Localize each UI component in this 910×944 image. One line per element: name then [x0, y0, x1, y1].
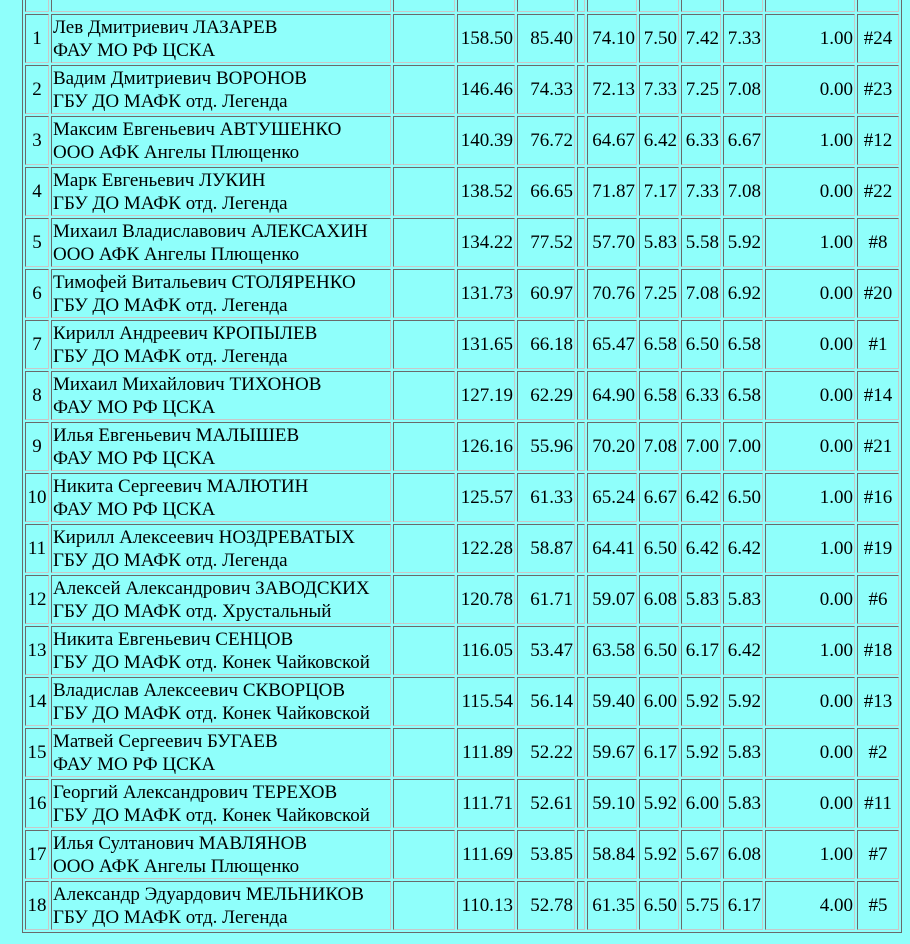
element-score-cell: 62.29: [517, 371, 575, 420]
element-score-cell: 53.85: [517, 830, 575, 879]
component-3-cell: 7.00: [723, 422, 763, 471]
start-number-cell: #13: [857, 677, 899, 726]
place-cell: 4: [25, 167, 49, 216]
component-score-cell: 74.10: [587, 14, 637, 63]
deductions-cell: 1.00: [765, 218, 855, 267]
component-3-cell: 6.58: [723, 371, 763, 420]
start-number-cell: #2: [857, 728, 899, 777]
component-3-cell: 5.83: [723, 779, 763, 828]
component-1-cell: 7.17: [639, 167, 679, 216]
spacer-cell: [577, 218, 585, 267]
component-3-cell: 6.08: [723, 830, 763, 879]
skater-name: Вадим Дмитриевич ВОРОНОВ: [53, 67, 307, 89]
total-score-cell: 125.57: [457, 473, 515, 522]
table-row: [25, 269, 899, 318]
skater-name: Алексей Александрович ЗАВОДСКИХ: [53, 577, 370, 599]
element-score-cell: 56.14: [517, 677, 575, 726]
component-2-cell: 7.25: [681, 65, 721, 114]
start-number-cell: #16: [857, 473, 899, 522]
empty-cell: [393, 677, 455, 726]
component-2-cell: 5.92: [681, 728, 721, 777]
deductions-cell: 1.00: [765, 116, 855, 165]
start-number-cell: #1: [857, 320, 899, 369]
component-2-cell: 7.00: [681, 422, 721, 471]
spacer-cell: [577, 830, 585, 879]
table-row: [25, 218, 899, 267]
skater-name: Михаил Владиславович АЛЕКСАХИН: [53, 220, 368, 242]
component-3-cell: 6.67: [723, 116, 763, 165]
component-1-cell: 6.58: [639, 371, 679, 420]
component-score-cell: 64.67: [587, 116, 637, 165]
start-number-cell: #5: [857, 881, 899, 930]
component-score-cell: 59.07: [587, 575, 637, 624]
empty-cell: [393, 65, 455, 114]
skater-cell: [51, 830, 391, 879]
start-number-cell: #21: [857, 422, 899, 471]
place-cell: 18: [25, 881, 49, 930]
header-cell-components: [587, 0, 637, 12]
skater-name: Марк Евгеньевич ЛУКИН: [53, 169, 266, 191]
component-score-cell: 64.90: [587, 371, 637, 420]
component-3-cell: 6.50: [723, 473, 763, 522]
skater-cell: [51, 575, 391, 624]
place-cell: 5: [25, 218, 49, 267]
spacer-cell: [577, 371, 585, 420]
skater-name: Кирилл Андреевич КРОПЫЛЕВ: [53, 322, 318, 344]
deductions-cell: 0.00: [765, 65, 855, 114]
element-score-cell: 52.61: [517, 779, 575, 828]
component-score-cell: 59.10: [587, 779, 637, 828]
place-cell: 15: [25, 728, 49, 777]
table-row: [25, 524, 899, 573]
empty-cell: [393, 371, 455, 420]
empty-cell: [393, 473, 455, 522]
component-1-cell: 6.42: [639, 116, 679, 165]
component-3-cell: 6.92: [723, 269, 763, 318]
start-number-cell: #24: [857, 14, 899, 63]
skater-cell: [51, 728, 391, 777]
spacer-cell: [577, 677, 585, 726]
header-cell-component-1: [639, 0, 679, 12]
place-cell: 12: [25, 575, 49, 624]
deductions-cell: 0.00: [765, 269, 855, 318]
component-3-cell: 7.33: [723, 14, 763, 63]
header-cell-deductions: [765, 0, 855, 12]
empty-cell: [393, 14, 455, 63]
skater-club: ГБУ ДО МАФК отд. Конек Чайковской: [53, 804, 370, 826]
deductions-cell: 0.00: [765, 422, 855, 471]
skater-cell: [51, 626, 391, 675]
component-3-cell: 6.17: [723, 881, 763, 930]
component-2-cell: 6.42: [681, 473, 721, 522]
deductions-cell: 0.00: [765, 320, 855, 369]
skater-club: ФАУ МО РФ ЦСКА: [53, 396, 216, 418]
place-cell: 16: [25, 779, 49, 828]
element-score-cell: 55.96: [517, 422, 575, 471]
component-score-cell: 57.70: [587, 218, 637, 267]
start-number-cell: #18: [857, 626, 899, 675]
empty-cell: [393, 320, 455, 369]
place-cell: 1: [25, 14, 49, 63]
skater-cell: [51, 167, 391, 216]
table-row: [25, 14, 899, 63]
header-cell-empty: [393, 0, 455, 12]
component-2-cell: 6.42: [681, 524, 721, 573]
spacer-cell: [577, 779, 585, 828]
skater-club: ГБУ ДО МАФК отд. Легенда: [53, 549, 288, 571]
skater-name: Илья Евгеньевич МАЛЫШЕВ: [53, 424, 300, 446]
skater-cell: [51, 65, 391, 114]
skater-name: Александр Эдуардович МЕЛЬНИКОВ: [53, 883, 364, 905]
component-3-cell: 5.92: [723, 677, 763, 726]
skater-cell: [51, 422, 391, 471]
header-cell-component-2: [681, 0, 721, 12]
spacer-cell: [577, 116, 585, 165]
start-number-cell: #20: [857, 269, 899, 318]
component-score-cell: 61.35: [587, 881, 637, 930]
header-cell-total: [457, 0, 515, 12]
place-cell: 11: [25, 524, 49, 573]
component-score-cell: 63.58: [587, 626, 637, 675]
total-score-cell: 115.54: [457, 677, 515, 726]
spacer-cell: [577, 65, 585, 114]
header-cell-component-3: [723, 0, 763, 12]
place-cell: 17: [25, 830, 49, 879]
empty-cell: [393, 575, 455, 624]
start-number-cell: #22: [857, 167, 899, 216]
total-score-cell: 111.71: [457, 779, 515, 828]
start-number-cell: #14: [857, 371, 899, 420]
element-score-cell: 76.72: [517, 116, 575, 165]
component-1-cell: 7.25: [639, 269, 679, 318]
component-2-cell: 5.67: [681, 830, 721, 879]
spacer-cell: [577, 626, 585, 675]
header-cell-spacer: [577, 0, 585, 12]
spacer-cell: [577, 14, 585, 63]
spacer-cell: [577, 728, 585, 777]
table-header-row: [25, 0, 899, 12]
empty-cell: [393, 116, 455, 165]
table-row: [25, 728, 899, 777]
empty-cell: [393, 728, 455, 777]
spacer-cell: [577, 524, 585, 573]
deductions-cell: 0.00: [765, 575, 855, 624]
skater-club: ГБУ ДО МАФК отд. Легенда: [53, 345, 288, 367]
empty-cell: [393, 167, 455, 216]
skater-club: ГБУ ДО МАФК отд. Легенда: [53, 294, 288, 316]
component-3-cell: 5.83: [723, 575, 763, 624]
spacer-cell: [577, 881, 585, 930]
total-score-cell: 120.78: [457, 575, 515, 624]
total-score-cell: 126.16: [457, 422, 515, 471]
place-cell: 14: [25, 677, 49, 726]
component-score-cell: 58.84: [587, 830, 637, 879]
component-1-cell: 5.92: [639, 830, 679, 879]
start-number-cell: #19: [857, 524, 899, 573]
total-score-cell: 127.19: [457, 371, 515, 420]
place-cell: 13: [25, 626, 49, 675]
header-cell-elements: [517, 0, 575, 12]
skater-club: ФАУ МО РФ ЦСКА: [53, 39, 216, 61]
component-1-cell: 5.92: [639, 779, 679, 828]
component-1-cell: 6.17: [639, 728, 679, 777]
component-score-cell: 65.24: [587, 473, 637, 522]
skater-cell: [51, 320, 391, 369]
component-score-cell: 70.76: [587, 269, 637, 318]
header-cell-start-number: [857, 0, 899, 12]
component-3-cell: 7.08: [723, 167, 763, 216]
start-number-cell: #7: [857, 830, 899, 879]
header-cell-name: [51, 0, 391, 12]
deductions-cell: 0.00: [765, 167, 855, 216]
spacer-cell: [577, 422, 585, 471]
spacer-cell: [577, 575, 585, 624]
component-2-cell: 7.08: [681, 269, 721, 318]
empty-cell: [393, 830, 455, 879]
component-1-cell: 6.58: [639, 320, 679, 369]
place-cell: 2: [25, 65, 49, 114]
results-table: [22, 0, 902, 933]
deductions-cell: 1.00: [765, 473, 855, 522]
empty-cell: [393, 779, 455, 828]
component-3-cell: 6.42: [723, 524, 763, 573]
deductions-cell: 0.00: [765, 728, 855, 777]
component-score-cell: 59.67: [587, 728, 637, 777]
skater-club: ООО АФК Ангелы Плющенко: [53, 243, 300, 265]
total-score-cell: 111.69: [457, 830, 515, 879]
start-number-cell: #23: [857, 65, 899, 114]
start-number-cell: #12: [857, 116, 899, 165]
results-table-container: [22, 0, 902, 933]
table-row: [25, 677, 899, 726]
total-score-cell: 131.65: [457, 320, 515, 369]
skater-cell: [51, 218, 391, 267]
skater-name: Тимофей Витальевич СТОЛЯРЕНКО: [53, 271, 356, 293]
total-score-cell: 134.22: [457, 218, 515, 267]
table-row: [25, 371, 899, 420]
skater-name: Максим Евгеньевич АВТУШЕНКО: [53, 118, 342, 140]
component-1-cell: 7.50: [639, 14, 679, 63]
skater-club: ГБУ ДО МАФК отд. Легенда: [53, 906, 288, 928]
element-score-cell: 77.52: [517, 218, 575, 267]
total-score-cell: 140.39: [457, 116, 515, 165]
skater-name: Никита Евгеньевич СЕНЦОВ: [53, 628, 294, 650]
skater-club: ГБУ ДО МАФК отд. Легенда: [53, 192, 288, 214]
table-row: [25, 779, 899, 828]
table-row: [25, 473, 899, 522]
skater-cell: [51, 269, 391, 318]
table-row: [25, 116, 899, 165]
skater-club: ГБУ ДО МАФК отд. Хрустальный: [53, 600, 332, 622]
component-1-cell: 6.50: [639, 524, 679, 573]
header-cell-place: [25, 0, 49, 12]
table-row: [25, 65, 899, 114]
component-2-cell: 7.42: [681, 14, 721, 63]
element-score-cell: 60.97: [517, 269, 575, 318]
skater-name: Лев Дмитриевич ЛАЗАРЕВ: [53, 16, 278, 38]
total-score-cell: 122.28: [457, 524, 515, 573]
total-score-cell: 110.13: [457, 881, 515, 930]
total-score-cell: 111.89: [457, 728, 515, 777]
total-score-cell: 131.73: [457, 269, 515, 318]
element-score-cell: 66.65: [517, 167, 575, 216]
total-score-cell: 116.05: [457, 626, 515, 675]
skater-cell: [51, 14, 391, 63]
skater-cell: [51, 881, 391, 930]
table-row: [25, 626, 899, 675]
component-1-cell: 6.50: [639, 626, 679, 675]
component-3-cell: 5.92: [723, 218, 763, 267]
place-cell: 7: [25, 320, 49, 369]
skater-name: Михаил Михайлович ТИХОНОВ: [53, 373, 322, 395]
skater-name: Георгий Александрович ТЕРЕХОВ: [53, 781, 338, 803]
element-score-cell: 66.18: [517, 320, 575, 369]
empty-cell: [393, 269, 455, 318]
empty-cell: [393, 626, 455, 675]
empty-cell: [393, 218, 455, 267]
component-2-cell: 5.83: [681, 575, 721, 624]
skater-name: Никита Сергеевич МАЛЮТИН: [53, 475, 309, 497]
deductions-cell: 1.00: [765, 830, 855, 879]
skater-cell: [51, 524, 391, 573]
component-1-cell: 5.83: [639, 218, 679, 267]
spacer-cell: [577, 167, 585, 216]
skater-cell: [51, 473, 391, 522]
component-score-cell: 65.47: [587, 320, 637, 369]
component-3-cell: 6.58: [723, 320, 763, 369]
table-row: [25, 422, 899, 471]
skater-cell: [51, 116, 391, 165]
component-1-cell: 7.08: [639, 422, 679, 471]
component-2-cell: 5.58: [681, 218, 721, 267]
skater-name: Кирилл Алексеевич НОЗДРЕВАТЫХ: [53, 526, 355, 548]
component-score-cell: 64.41: [587, 524, 637, 573]
element-score-cell: 58.87: [517, 524, 575, 573]
component-2-cell: 6.50: [681, 320, 721, 369]
element-score-cell: 85.40: [517, 14, 575, 63]
skater-cell: [51, 677, 391, 726]
start-number-cell: #6: [857, 575, 899, 624]
element-score-cell: 53.47: [517, 626, 575, 675]
spacer-cell: [577, 473, 585, 522]
skater-club: ФАУ МО РФ ЦСКА: [53, 498, 216, 520]
component-2-cell: 5.75: [681, 881, 721, 930]
total-score-cell: 146.46: [457, 65, 515, 114]
component-3-cell: 7.08: [723, 65, 763, 114]
results-table-body: [25, 0, 899, 930]
component-3-cell: 6.42: [723, 626, 763, 675]
component-2-cell: 6.33: [681, 371, 721, 420]
component-1-cell: 6.00: [639, 677, 679, 726]
table-row: [25, 830, 899, 879]
empty-cell: [393, 422, 455, 471]
skater-cell: [51, 779, 391, 828]
total-score-cell: 138.52: [457, 167, 515, 216]
component-score-cell: 72.13: [587, 65, 637, 114]
skater-name: Илья Султанович МАВЛЯНОВ: [53, 832, 308, 854]
total-score-cell: 158.50: [457, 14, 515, 63]
deductions-cell: 0.00: [765, 677, 855, 726]
component-score-cell: 70.20: [587, 422, 637, 471]
deductions-cell: 1.00: [765, 524, 855, 573]
deductions-cell: 0.00: [765, 371, 855, 420]
component-score-cell: 71.87: [587, 167, 637, 216]
start-number-cell: #11: [857, 779, 899, 828]
empty-cell: [393, 881, 455, 930]
table-row: [25, 881, 899, 930]
skater-club: ООО АФК Ангелы Плющенко: [53, 855, 300, 877]
deductions-cell: 0.00: [765, 779, 855, 828]
start-number-cell: #8: [857, 218, 899, 267]
component-2-cell: 7.33: [681, 167, 721, 216]
element-score-cell: 52.78: [517, 881, 575, 930]
deductions-cell: 1.00: [765, 626, 855, 675]
component-1-cell: 6.08: [639, 575, 679, 624]
element-score-cell: 52.22: [517, 728, 575, 777]
table-row: [25, 320, 899, 369]
table-row: [25, 167, 899, 216]
component-2-cell: 6.00: [681, 779, 721, 828]
skater-name: Матвей Сергеевич БУГАЕВ: [53, 730, 278, 752]
empty-cell: [393, 524, 455, 573]
element-score-cell: 61.33: [517, 473, 575, 522]
skater-club: ГБУ ДО МАФК отд. Конек Чайковской: [53, 702, 370, 724]
component-1-cell: 6.67: [639, 473, 679, 522]
element-score-cell: 61.71: [517, 575, 575, 624]
place-cell: 8: [25, 371, 49, 420]
skater-club: ФАУ МО РФ ЦСКА: [53, 753, 216, 775]
skater-cell: [51, 371, 391, 420]
component-2-cell: 6.33: [681, 116, 721, 165]
component-1-cell: 6.50: [639, 881, 679, 930]
spacer-cell: [577, 320, 585, 369]
component-1-cell: 7.33: [639, 65, 679, 114]
place-cell: 9: [25, 422, 49, 471]
place-cell: 6: [25, 269, 49, 318]
component-score-cell: 59.40: [587, 677, 637, 726]
skater-club: ГБУ ДО МАФК отд. Конек Чайковской: [53, 651, 370, 673]
deductions-cell: 1.00: [765, 14, 855, 63]
skater-name: Владислав Алексеевич СКВОРЦОВ: [53, 679, 346, 701]
table-row: [25, 575, 899, 624]
skater-club: ГБУ ДО МАФК отд. Легенда: [53, 90, 288, 112]
place-cell: 3: [25, 116, 49, 165]
element-score-cell: 74.33: [517, 65, 575, 114]
deductions-cell: 4.00: [765, 881, 855, 930]
spacer-cell: [577, 269, 585, 318]
component-2-cell: 5.92: [681, 677, 721, 726]
place-cell: 10: [25, 473, 49, 522]
component-3-cell: 5.83: [723, 728, 763, 777]
skater-club: ООО АФК Ангелы Плющенко: [53, 141, 300, 163]
skater-club: ФАУ МО РФ ЦСКА: [53, 447, 216, 469]
component-2-cell: 6.17: [681, 626, 721, 675]
